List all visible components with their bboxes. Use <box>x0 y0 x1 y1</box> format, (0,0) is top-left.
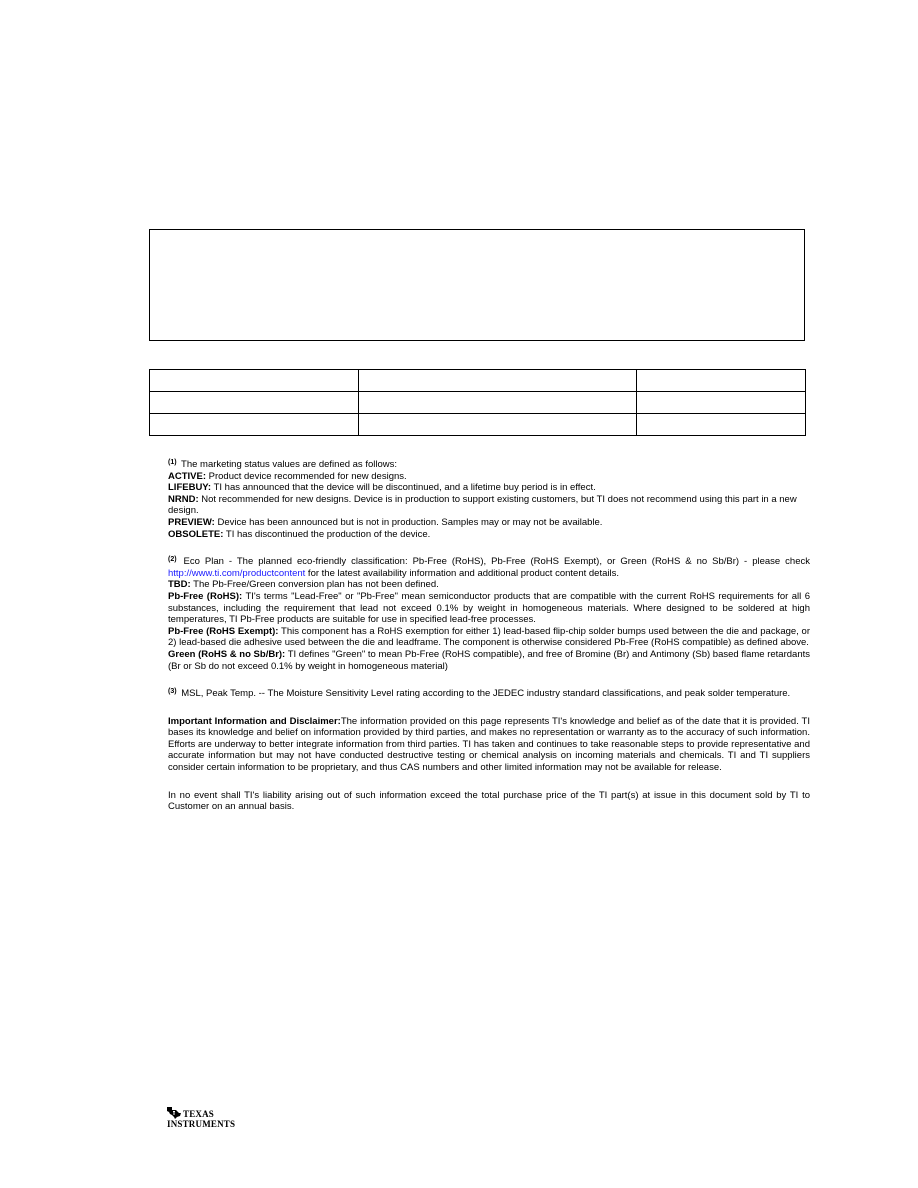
ti-state-icon <box>166 1106 182 1120</box>
status-obsolete: OBSOLETE: TI has discontinued the production of the device. <box>168 528 431 540</box>
logo-text-instruments: INSTRUMENTS <box>167 1119 236 1129</box>
table-row <box>150 414 806 436</box>
disclaimer: Important Information and Disclaimer:The information provided on this page represents TI's knowledge and belief as of the date that it is provided. TI bases its knowledge and belief on information provided by third parties, and makes no representation or warranty as to the accuracy of such information. Efforts are underway to better integrate information from third parties. TI has taken and continues to take reasonable steps to provide representative and accurate information but may not have conducted destructive testing or chemical analysis on incoming materials and chemicals. TI and TI suppliers consider certain information to be proprietary, and thus CAS numbers and other limited information may not be available for release. <box>168 715 811 774</box>
texas-instruments-logo <box>166 1106 242 1132</box>
footnote-marker: (3) <box>168 688 177 696</box>
status-lifebuy: LIFEBUY: TI has announced that the device will be discontinued, and a lifetime buy period is in effect. <box>168 482 596 494</box>
table-cell <box>637 370 806 392</box>
note1-intro: $^{(1)}$ The marketing status values are defined as follows: <box>168 459 398 470</box>
empty-info-box <box>149 229 805 341</box>
table-cell <box>150 370 359 392</box>
footnote-marker: (2) <box>168 556 177 564</box>
logo-text-texas: TEXAS <box>183 1109 215 1119</box>
eco-green: Green (RoHS & no Sb/Br): TI defines "Green" to mean Pb-Free (RoHS compatible), and free of Bromine (Br) and Antimony (Sb) based flame retardants (Br or Sb do not exceed 0.1% by weight in homogeneous material) <box>168 648 810 672</box>
liability-statement: In no event shall TI's liability arising out of such information exceed the total purchase price of the TI part(s) at issue in this document sold by TI to Customer on an annual basis. <box>168 789 810 813</box>
status-nrnd: NRND: Not recommended for new designs. Device is in production to support existing customers, but TI does not recommend using this part in a new design. <box>168 493 797 517</box>
eco-tbd: TBD: The Pb-Free/Green conversion plan has not been defined. <box>168 579 439 591</box>
eco-pb-free-exempt: Pb-Free (RoHS Exempt): This component has a RoHS exemption for either 1) lead-based flip-chip solder bumps used between the die and package, or 2) lead-based die adhesive used between the die and leadframe. The component is otherwise considered Pb-Free (RoHS compatible) as defined above. <box>168 625 810 649</box>
product-content-link[interactable]: http://www.ti.com/productcontent <box>168 567 306 579</box>
table-row <box>150 370 806 392</box>
eco-pb-free: Pb-Free (RoHS): TI's terms "Lead-Free" or "Pb-Free" mean semiconductor products that are compatible with the current RoHS requirements for all 6 substances, including the requirement that lead not exceed 0.1% by weight in homogeneous materials. Where designed to be soldered at high temperatures, TI Pb-Free products are suitable for use in specified lead-free processes. <box>168 590 810 626</box>
table-cell <box>150 392 359 414</box>
table-row <box>150 392 806 414</box>
footnotes <box>168 459 810 813</box>
table-cell <box>359 370 637 392</box>
table-cell <box>637 414 806 436</box>
table-cell <box>359 392 637 414</box>
status-active: ACTIVE: Product device recommended for new designs. <box>168 470 407 482</box>
table-cell <box>637 392 806 414</box>
footnote-marker: (1) <box>168 459 177 466</box>
note3-msl: $^{(3)}$ MSL, Peak Temp. -- The Moisture Sensitivity Level rating according to the JEDEC industry standard classifications, and peak solder temperature. <box>168 688 791 700</box>
empty-table <box>149 369 806 436</box>
status-preview: PREVIEW: Device has been announced but is not in production. Samples may or may not be available. <box>168 516 603 528</box>
table-cell <box>359 414 637 436</box>
note2-intro: $^{(2)}$ Eco Plan - The planned eco-friendly classification: Pb-Free (RoHS), Pb-Free (RoHS Exempt), or Green (RoHS & no Sb/Br) - please check http://www.ti.com/productcontent for the latest availability information and additional product content details. <box>168 556 810 579</box>
table-cell <box>150 414 359 436</box>
